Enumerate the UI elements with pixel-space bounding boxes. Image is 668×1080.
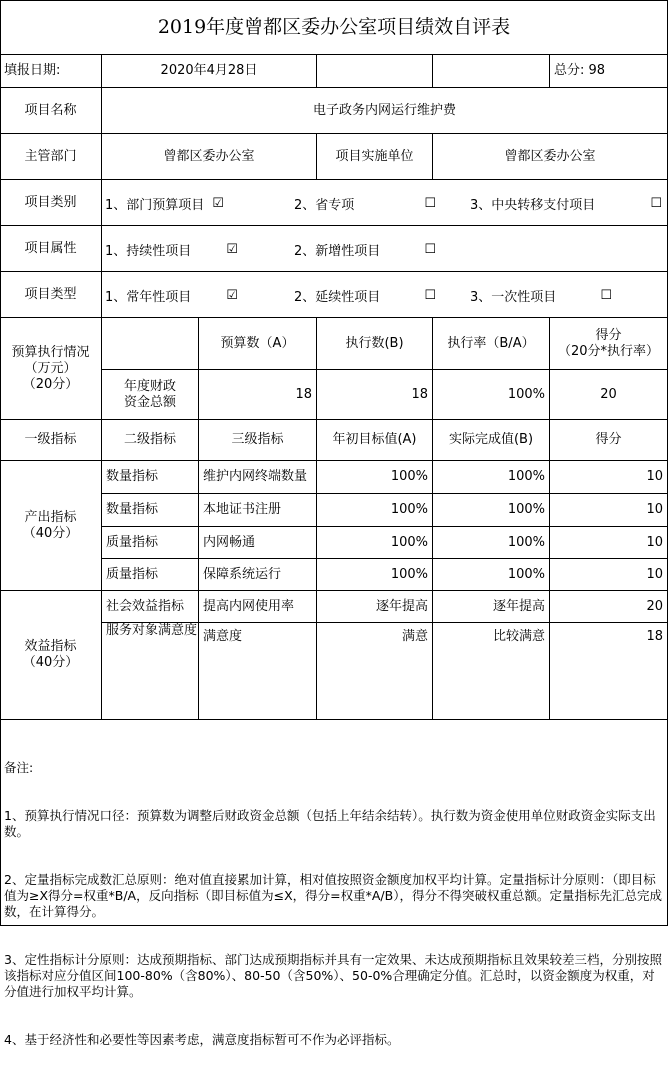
budget-value-rate: 100% (507, 386, 545, 402)
table-row-actual: 100% (507, 566, 545, 582)
project-name-label: 项目名称 (24, 102, 77, 118)
option-label: 2、省专项 (294, 197, 355, 213)
table-row-l2: 服务对象满意度 (106, 623, 198, 638)
attr-option (294, 226, 436, 272)
vrule (432, 54, 433, 87)
vrule (316, 54, 317, 87)
checkbox-unchecked[interactable]: ☐ (424, 241, 436, 257)
dept-value: 曾都区委办公室 (163, 148, 255, 164)
header-actual: 实际完成值(B) (448, 432, 534, 447)
note-item: 3、定性指标计分原则：达成预期指标、部门达成预期指标并具有一定效果、未达成预期指标且效果较差三档，分别按照该指标对应分值区间100-80%（含80%）、80-50（含50%）、50-0%合理确定分值。汇总时，以资金额度为权重，对分值进行加权平均计算。 (4, 952, 662, 999)
checkbox-unchecked[interactable]: ☐ (424, 287, 436, 303)
note-item: 4、基于经济性和必要性等因素考虑，满意度指标暂可不作为必评指标。 (4, 1032, 400, 1047)
notes (1, 726, 665, 1047)
impl-label: 项目实施单位 (335, 148, 414, 164)
table-row-score: 10 (646, 566, 663, 582)
checkbox-checked[interactable]: ☑ (226, 241, 238, 257)
budget-header-b: 执行数(B) (345, 335, 404, 351)
option-label: 1、持续性项目 (105, 243, 192, 259)
table-row-actual: 100% (507, 502, 545, 517)
note-item: 2、定量指标完成数汇总原则：绝对值直接累加计算，相对值按照资金额度加权平均计算。定量指标计分原则：（即目标值为≥X得分=权重*B/A，反向指标（即目标值为≤X，得分=权重*A/B），得分不得突破权重总额。定量指标先汇总完成数，在计算得分。 (4, 872, 662, 919)
budget-header-a: 预算数（A） (220, 335, 295, 351)
table-row-score: 10 (646, 534, 663, 550)
header-target: 年初目标值(A) (332, 432, 417, 447)
table-row-actual: 比较满意 (492, 629, 545, 644)
table-row-l3: 提高内网使用率 (203, 598, 295, 614)
project-name-value: 电子政务内网运行维护费 (312, 102, 456, 118)
checkbox-checked[interactable]: ☑ (212, 195, 224, 211)
type-option (470, 272, 612, 318)
table-row-actual: 逐年提高 (492, 598, 545, 614)
note-item: 1、预算执行情况口径：预算数为调整后财政资金总额（包括上年结余结转）。执行数为资金使用单位财政资金实际支出数。 (4, 808, 656, 839)
table-row-score: 10 (646, 469, 663, 484)
table-row-l3: 维护内网终端数量 (203, 469, 308, 484)
budget-header-score: 得分 （20分*执行率） (557, 327, 660, 359)
header-level1: 一级指标 (24, 432, 77, 447)
table-row-l2: 数量指标 (106, 469, 159, 484)
type-option (105, 272, 238, 318)
table-row-target: 100% (390, 469, 428, 484)
table-row-target: 100% (390, 566, 428, 582)
type-option (294, 272, 436, 318)
option-label: 2、延续性项目 (294, 289, 381, 305)
checkbox-unchecked[interactable]: ☐ (600, 287, 612, 303)
budget-row-label: 年度财政 资金总额 (123, 378, 176, 410)
checkbox-checked[interactable]: ☑ (226, 287, 238, 303)
option-label: 1、常年性项目 (105, 289, 192, 305)
attr-label: 项目属性 (24, 240, 77, 256)
header-level2: 二级指标 (123, 432, 176, 447)
table-row-actual: 100% (507, 534, 545, 550)
form-title: 2019年度曾都区委办公室项目绩效自评表 (157, 16, 511, 38)
fill-date-value: 2020年4月28日 (160, 63, 258, 78)
table-row-target: 满意 (401, 629, 428, 644)
table-row-score: 20 (646, 598, 663, 614)
table-row-l2: 质量指标 (106, 534, 159, 550)
budget-section-label: 预算执行情况 （万元） （20分） (11, 344, 90, 392)
category-option (294, 180, 436, 226)
header-score: 得分 (595, 432, 622, 447)
option-label: 3、一次性项目 (470, 289, 557, 305)
table-row-target: 100% (390, 502, 428, 517)
budget-header-rate: 执行率（B/A） (447, 335, 535, 351)
category-label: 项目类别 (24, 194, 77, 210)
table-row-l2: 质量指标 (106, 566, 159, 582)
table-row-l3: 内网畅通 (203, 534, 256, 550)
table-row-l3: 本地证书注册 (203, 502, 282, 517)
table-row-score: 10 (646, 502, 663, 517)
table-row-target: 逐年提高 (375, 598, 428, 614)
header-level3: 三级指标 (231, 432, 284, 447)
budget-value-score: 20 (600, 386, 617, 402)
option-label: 1、部门预算项目 (105, 197, 205, 213)
hrule (0, 719, 668, 720)
table-row-l3: 满意度 (203, 629, 243, 644)
budget-value-b: 18 (411, 386, 428, 402)
table-row-l2: 社会效益指标 (106, 598, 185, 614)
category-option (105, 180, 224, 226)
option-label: 2、新增性项目 (294, 243, 381, 259)
table-row-actual: 100% (507, 469, 545, 484)
checkbox-unchecked[interactable]: ☐ (650, 195, 662, 211)
attr-option (105, 226, 238, 272)
type-label: 项目类型 (24, 286, 77, 302)
impl-value: 曾都区委办公室 (504, 148, 596, 164)
budget-value-a: 18 (295, 386, 312, 402)
total-score: 总分: 98 (554, 63, 606, 78)
category-option (470, 180, 662, 226)
notes-heading: 备注: (4, 760, 34, 775)
table-row-score: 18 (646, 629, 663, 644)
output-indicator-label: 产出指标 （40分） (22, 509, 79, 541)
table-row-l2: 数量指标 (106, 502, 159, 517)
checkbox-unchecked[interactable]: ☐ (424, 195, 436, 211)
table-row-target: 100% (390, 534, 428, 550)
benefit-indicator-label: 效益指标 （40分） (22, 639, 79, 670)
table-row-l3: 保障系统运行 (203, 566, 282, 582)
fill-date-label: 填报日期: (4, 63, 61, 78)
option-label: 3、中央转移支付项目 (470, 197, 596, 213)
dept-label: 主管部门 (24, 148, 77, 164)
